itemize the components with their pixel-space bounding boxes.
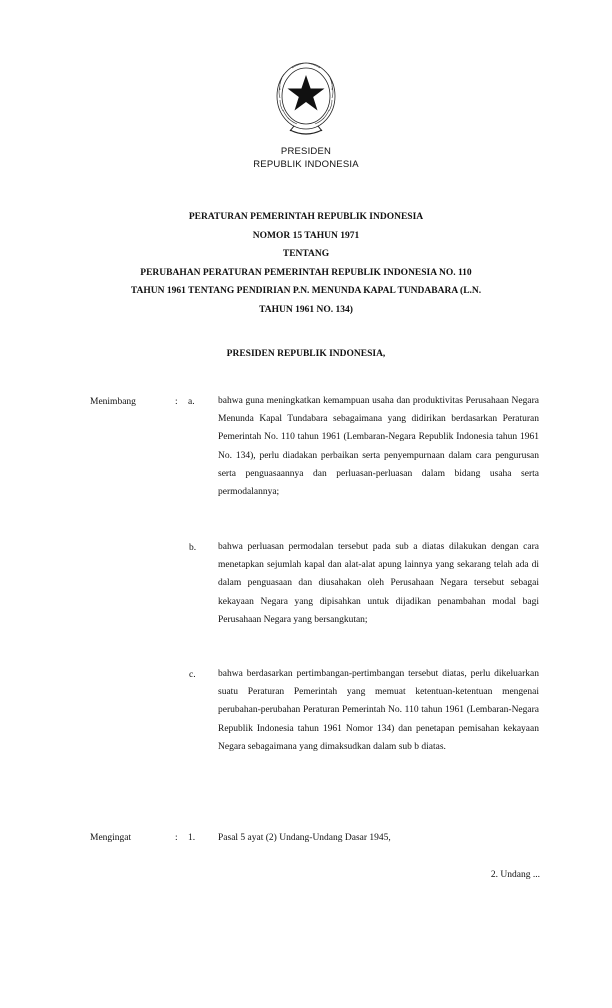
menimbang-item-a-marker: a. bbox=[188, 397, 195, 407]
title-line-2: NOMOR 15 TAHUN 1971 bbox=[252, 230, 360, 241]
title-line-1: PERATURAN PEMERINTAH REPUBLIK INDONESIA bbox=[188, 212, 424, 222]
title-line-3: TENTANG bbox=[282, 249, 330, 259]
letterhead-line-republik: REPUBLIK INDONESIA bbox=[253, 159, 359, 170]
menimbang-item-c-marker: c. bbox=[189, 670, 196, 680]
menimbang-item-b-text: bahwa perluasan permodalan tersebut pada sub a diatas dilakukan dengan cara menetapkan sejumlah kapal dan alat-alat apung lainnya yang sekarang telah ada di dalam penguasaan dan diusahakan oleh Perusahaan Negara tersebut sebagai kekayaan Negara yang dipisahkan untuk dijadikan penambahan modal bagi Perusahaan Negara yang bersangkutan; bbox=[218, 542, 539, 625]
page-continuation-footer: 2. Undang ... bbox=[490, 870, 540, 880]
menimbang-colon: : bbox=[175, 397, 178, 407]
menimbang-item-c-text: bahwa berdasarkan pertimbangan-pertimbangan tersebut diatas, perlu dikeluarkan suatu Peraturan Pemerintah yang memuat ketentuan-ketentuan mengenai perubahan-perubahan Peraturan Pemerintah No. 110 tahun 1961 (Lembaran-Negara Republik Indonesia tahun 1961 Nomor 134) dan penetapan pemisahan kekayaan Negara sebagaimana yang dimaksudkan dalam sub b diatas. bbox=[218, 669, 539, 752]
regulation-title bbox=[70, 208, 542, 319]
title-line-5: TAHUN 1961 TENTANG PENDIRIAN P.N. MENUNDA KAPAL TUNDABARA (L.N. bbox=[130, 286, 482, 296]
menimbang-item-a-text: bahwa guna meningkatkan kemampuan usaha dan produktivitas Perusahaan Negara Menunda Kapal Tundabara sebagaimana yang didirikan berdasarkan Peraturan Pemerintah No. 110 tahun 1961 (Lembaran-Negara Republik Indonesia tahun 1961 No. 134), perlu diadakan perbaikan serta penyempurnaan dalam cara pengurusan serta penguasaannya dan perluasan-perluasan dalam bidang usaha serta permodalannya; bbox=[218, 396, 539, 498]
letterhead-line-presiden: PRESIDEN bbox=[280, 146, 332, 157]
mengingat-label: Mengingat bbox=[90, 833, 132, 843]
state-emblem-star-seal bbox=[272, 56, 340, 138]
president-heading: PRESIDEN REPUBLIK INDONESIA, bbox=[226, 349, 386, 359]
title-line-4: PERUBAHAN PERATURAN PEMERINTAH REPUBLIK INDONESIA NO. 110 bbox=[140, 267, 472, 278]
menimbang-label: Menimbang bbox=[90, 397, 136, 407]
mengingat-item-1-marker: 1. bbox=[188, 833, 196, 843]
mengingat-colon: : bbox=[175, 833, 178, 843]
menimbang-item-b-marker: b. bbox=[189, 543, 197, 553]
title-line-6: TAHUN 1961 NO. 134) bbox=[259, 304, 353, 315]
mengingat-item-1-text: Pasal 5 ayat (2) Undang-Undang Dasar 1945, bbox=[218, 833, 391, 843]
